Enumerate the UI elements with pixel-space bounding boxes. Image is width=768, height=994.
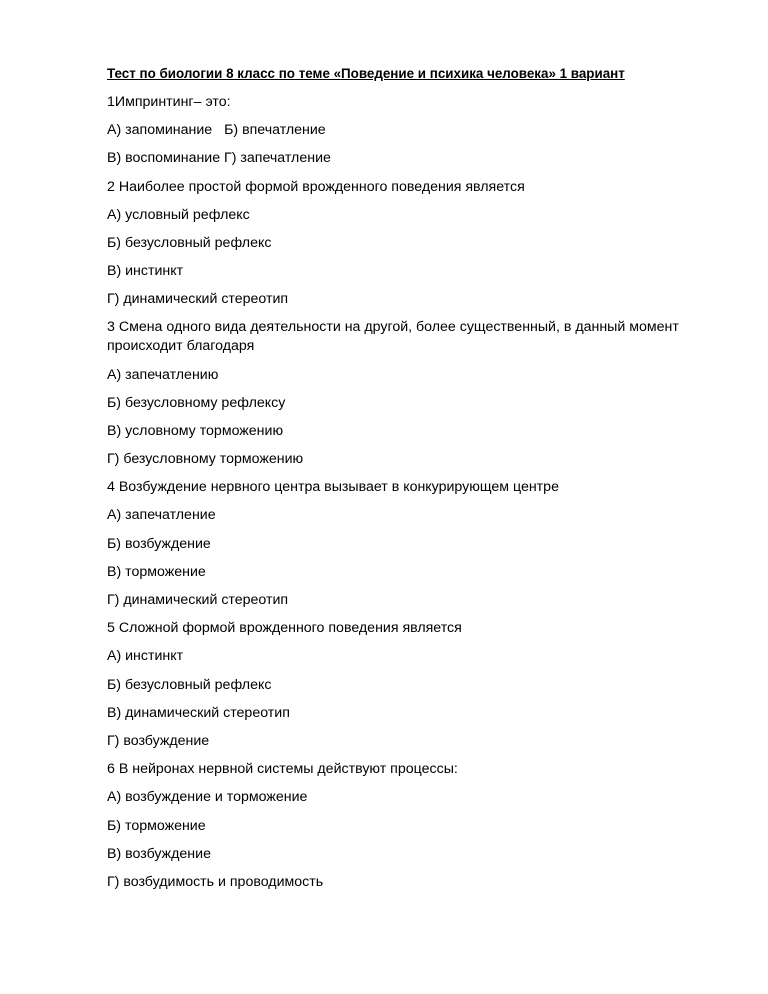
question-1-options-row-1 bbox=[107, 122, 707, 138]
option-a: А) запечатление bbox=[107, 507, 216, 524]
option-v: В) торможение bbox=[107, 563, 206, 580]
option-g: Г) безусловному торможению bbox=[107, 451, 304, 468]
option-b: Б) впечатление bbox=[224, 122, 326, 139]
question-3: 3 Смена одного вида деятельности на другой, более существенный, в данный момент происходит благодаря bbox=[107, 318, 679, 354]
option-g: Г) возбудимость и проводимость bbox=[107, 873, 324, 890]
document-page bbox=[107, 66, 707, 902]
option-a: А) инстинкт bbox=[107, 648, 184, 665]
option-a: А) условный рефлекс bbox=[107, 206, 250, 223]
option-g: Г) динамический стереотип bbox=[107, 291, 289, 308]
option-b: Б) безусловный рефлекс bbox=[107, 676, 272, 693]
test-title: Тест по биологии 8 класс по теме «Поведение и психика человека» 1 вариант bbox=[107, 66, 625, 81]
question-5: 5 Сложной формой врожденного поведения является bbox=[107, 620, 462, 637]
question-6: 6 В нейронах нервной системы действуют процессы: bbox=[107, 761, 458, 778]
option-g: Г) возбуждение bbox=[107, 732, 210, 749]
option-v: В) условному торможению bbox=[107, 422, 284, 439]
option-a: А) возбуждение и торможение bbox=[107, 789, 308, 806]
option-a: А) запоминание bbox=[107, 122, 213, 139]
option-v: В) инстинкт bbox=[107, 263, 184, 280]
question-4: 4 Возбуждение нервного центра вызывает в конкурирующем центре bbox=[107, 479, 559, 496]
question-2: 2 Наиболее простой формой врожденного поведения является bbox=[107, 178, 525, 195]
option-b: Б) торможение bbox=[107, 817, 206, 834]
option-b: Б) возбуждение bbox=[107, 535, 211, 552]
option-b: Б) безусловному рефлексу bbox=[107, 394, 286, 411]
option-g: Г) динамический стереотип bbox=[107, 592, 289, 608]
question-1-options-row-2: В) воспоминание Г) запечатление bbox=[107, 150, 331, 167]
option-a: А) запечатлению bbox=[107, 366, 219, 383]
question-1: 1Импринтинг– это: bbox=[107, 94, 231, 110]
option-v: В) динамический стереотип bbox=[107, 704, 290, 721]
option-b: Б) безусловный рефлекс bbox=[107, 234, 272, 251]
option-v: В) возбуждение bbox=[107, 845, 211, 862]
